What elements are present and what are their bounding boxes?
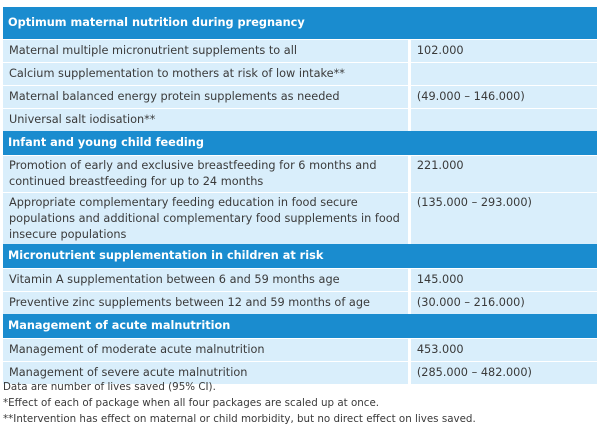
table-row [3, 39, 597, 62]
section-title: Optimum maternal nutrition during pregnancy [3, 7, 597, 39]
section-title: Management of acute malnutrition [3, 314, 597, 338]
row-value: (285.000 – 482.000) [411, 361, 597, 384]
row-value: 102.000 [411, 39, 597, 62]
table-row [3, 338, 597, 361]
footnotes [3, 379, 597, 427]
row-label: Maternal balanced energy protein supplements as needed [3, 85, 411, 108]
section-title: Infant and young child feeding [3, 131, 597, 155]
table-row [3, 85, 597, 108]
table-row [3, 62, 597, 85]
section-header [3, 7, 597, 39]
row-value: (49.000 – 146.000) [411, 85, 597, 108]
table-row [3, 268, 597, 291]
table-row [3, 291, 597, 314]
row-label: Vitamin A supplementation between 6 and 59 months age [3, 268, 411, 291]
table-row [3, 155, 597, 192]
row-label: Preventive zinc supplements between 12 and 59 months of age [3, 291, 411, 314]
row-value [411, 62, 597, 85]
row-label: Universal salt iodisation** [3, 108, 411, 131]
row-value: (135.000 – 293.000) [411, 192, 597, 244]
row-value: 145.000 [411, 268, 597, 291]
table-row [3, 192, 597, 244]
section-header [3, 131, 597, 155]
row-value: 221.000 [411, 155, 597, 192]
footnote: *Effect of each of package when all four packages are scaled up at once. [3, 397, 380, 409]
section-header [3, 244, 597, 268]
row-value [411, 108, 597, 131]
row-label: Promotion of early and exclusive breastfeeding for 6 months and continued breastfeeding for up to 24 months [3, 155, 411, 192]
section-header [3, 314, 597, 338]
row-label: Management of moderate acute malnutrition [3, 338, 411, 361]
section-title: Micronutrient supplementation in children at risk [3, 244, 597, 268]
lives-saved-table [3, 7, 597, 384]
row-label: Maternal multiple micronutrient supplements to all [3, 39, 411, 62]
row-label: Calcium supplementation to mothers at risk of low intake** [3, 62, 411, 85]
footnote: Data are number of lives saved (95% CI). [3, 381, 216, 393]
footnote: **Intervention has effect on maternal or child morbidity, but no direct effect on lives saved. [3, 413, 476, 425]
row-value: (30.000 – 216.000) [411, 291, 597, 314]
table-row [3, 108, 597, 131]
row-value: 453.000 [411, 338, 597, 361]
row-label: Management of severe acute malnutrition [3, 361, 411, 384]
row-label: Appropriate complementary feeding education in food secure populations and additional complementary food supplements in food insecure populations [3, 192, 411, 244]
